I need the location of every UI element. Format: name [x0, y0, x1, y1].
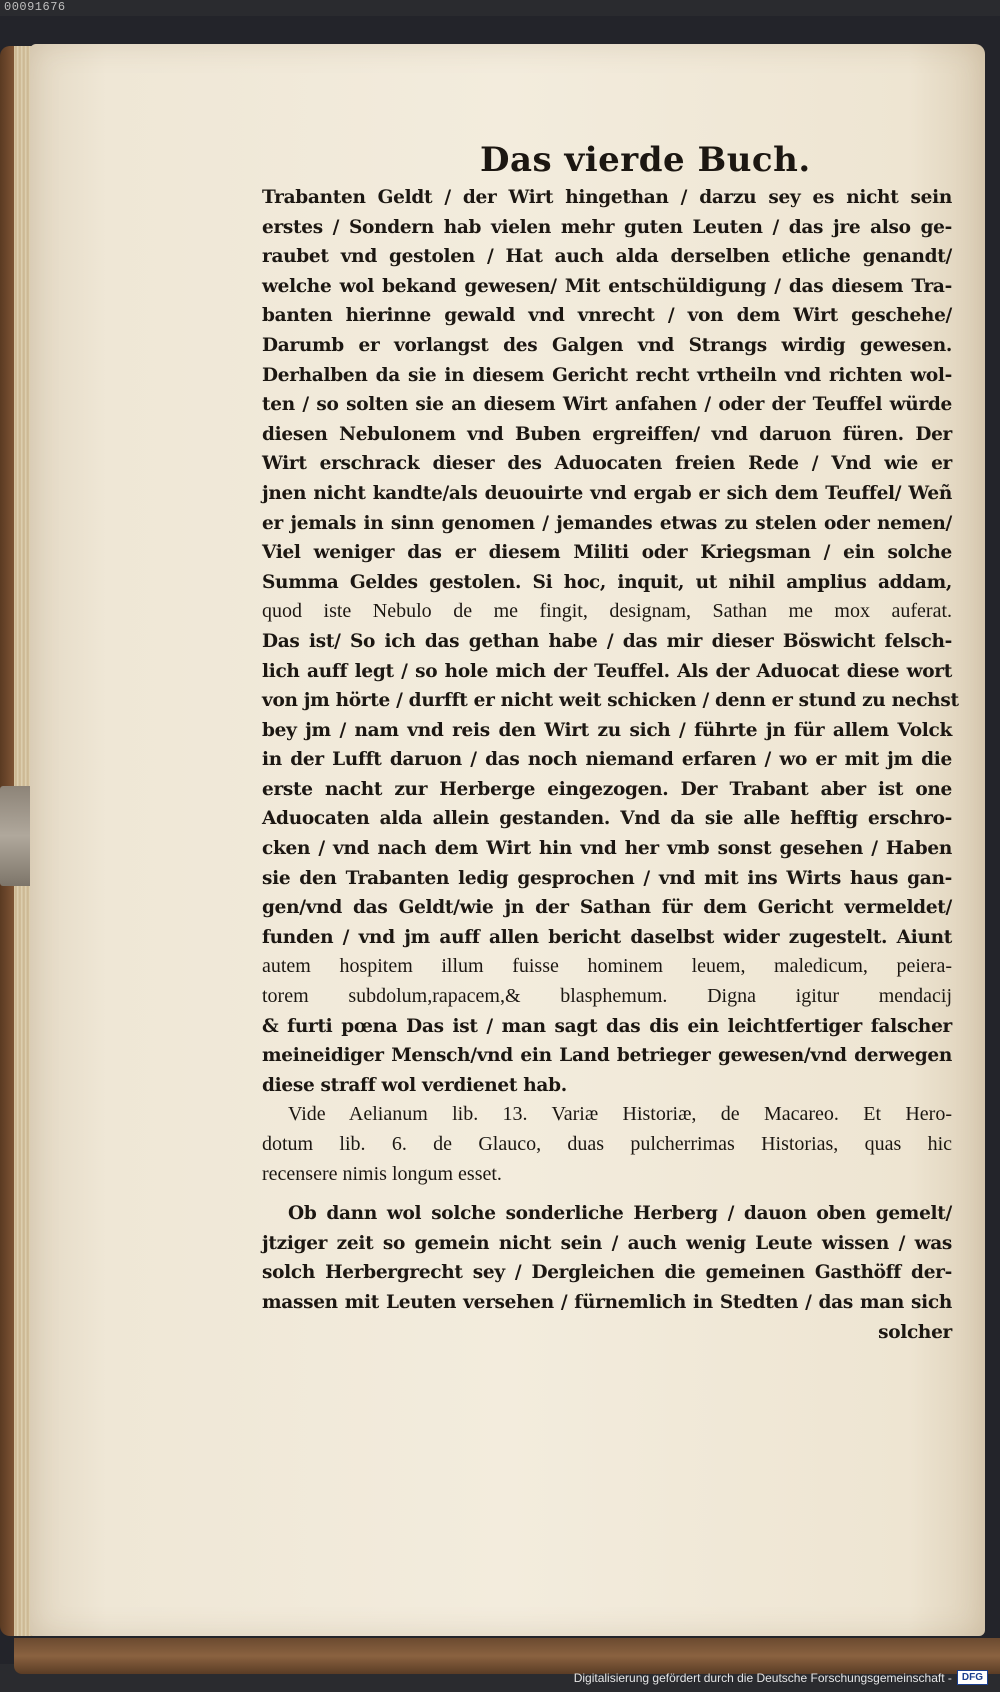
text-line: solcher — [878, 1321, 952, 1343]
text-line: diesen Nebulonem vnd Buben ergreiffen/ vnd daruon füren. Der — [262, 423, 952, 445]
scan-id: 00091676 — [4, 0, 66, 14]
text-line: Trabanten Geldt / der Wirt hingethan / darzu sey es nicht sein — [262, 187, 952, 208]
page-heading: Das vierde Buch. — [480, 140, 811, 180]
dfg-logo-icon: DFG — [957, 1670, 988, 1685]
paragraph-1 — [262, 183, 959, 1100]
text-line: cken / vnd nach dem Wirt hin vnd her vmb sonst gesehen / Haben — [262, 838, 952, 860]
text-line: dotum lib. 6. de Glauco, duas pulcherrimas Historias, quas hic — [262, 1133, 952, 1155]
text-line: Darumb er vorlangst des Galgen vnd Strangs wirdig gewesen. — [262, 334, 952, 356]
footer-text: Digitalisierung gefördert durch die Deutsche Forschungsgemeinschaft - — [573, 1670, 952, 1685]
text-line: autem hospitem illum fuisse hominem leuem, maledicum, peiera- — [262, 955, 952, 978]
text-line: Viel weniger das er diesem Militi oder Kriegsman / ein solche — [262, 542, 952, 564]
text-line: recensere nimis longum esset. — [262, 1162, 502, 1185]
text-line: erstes / Sondern hab vielen mehr guten Leuten / das jre also ge- — [262, 216, 952, 238]
text-line: solch Herbergrecht sey / Dergleichen die gemeinen Gasthöff der- — [262, 1262, 952, 1284]
paragraph-gap — [262, 1189, 952, 1199]
text-line: sie den Trabanten ledig gesprochen / vnd mit ins Wirts haus gan- — [262, 867, 952, 889]
text-line: funden / vnd jm auff allen bericht daselbst wider zugestelt. Aiunt — [262, 926, 952, 948]
text-line: torem subdolum,rapacem,& blasphemum. Digna igitur mendacij — [262, 985, 952, 1008]
text-line: lich auff legt / so hole mich der Teuffel. Als der Aduocat diese wort — [262, 660, 952, 682]
text-line: Ob dann wol solche sonderliche Herberg / dauon oben gemelt/ — [288, 1203, 952, 1225]
text-line: erste nacht zur Herberge eingezogen. Der Trabant aber ist one — [262, 778, 952, 800]
paragraph-3 — [262, 1199, 952, 1347]
text-line: in der Lufft daruon / das noch niemand erfaren / wo er mit jm die — [262, 749, 952, 771]
book-bottom-edge — [14, 1638, 1000, 1674]
text-line: Das ist/ So ich das gethan habe / das mir dieser Böswicht felsch- — [262, 630, 952, 652]
text-line: jnen nicht kandte/als deuouirte vnd ergab er sich dem Teuffel/ Weñ — [262, 482, 952, 504]
text-line: raubet vnd gestolen / Hat auch alda derselben etliche genandt/ — [262, 246, 952, 268]
text-line: gen/vnd das Geldt/wie jn der Sathan für dem Gericht vermeldet/ — [262, 897, 952, 919]
text-line: meineidiger Mensch/vnd ein Land betrieger gewesen/vnd derwegen — [262, 1045, 952, 1067]
paragraph-2 — [262, 1100, 952, 1189]
text-line: ten / so solten sie an diesem Wirt anfahen / oder der Teuffel würde — [262, 394, 952, 416]
text-line: Vide Aelianum lib. 13. Variæ Historiæ, de Macareo. Et Hero- — [288, 1103, 952, 1126]
text-line: massen mit Leuten versehen / fürnemlich in Stedten / das man sich — [262, 1291, 952, 1313]
text-line: jtziger zeit so gemein nicht sein / auch wenig Leute wissen / was — [262, 1232, 952, 1254]
text-line: banten hierinne gewald vnd vnrecht / von dem Wirt geschehe/ — [262, 305, 952, 327]
page-text — [262, 183, 959, 1347]
text-line: & furti pœna Das ist / man sagt das dis ein leichtfertiger falscher — [262, 1015, 952, 1037]
text-line: quod iste Nebulo de me fingit, designam, Sathan me mox auferat. — [262, 600, 952, 623]
text-line: Aduocaten alda allein gestanden. Vnd da sie alle hefftig erschro- — [262, 808, 952, 830]
text-line: von jm hörte / durfft er nicht weit schicken / denn er stund zu nechst — [262, 690, 959, 712]
text-line: Derhalben da sie in diesem Gericht recht vrtheiln vnd richten wol- — [262, 364, 952, 386]
text-line: welche wol bekand gewesen/ Mit entschüldigung / das diesem Tra- — [262, 275, 952, 297]
text-line: diese straff wol verdienet hab. — [262, 1074, 567, 1096]
text-line: er jemals in sinn genomen / jemandes etwas zu stelen oder nemen/ — [262, 512, 952, 534]
text-line: bey jm / nam vnd reis den Wirt zu sich / führte jn für allem Volck — [262, 719, 952, 741]
text-line: Wirt erschrack dieser des Aduocaten freien Rede / Vnd wie er — [262, 453, 952, 475]
footer-credit — [574, 1670, 988, 1685]
text-line: Summa Geldes gestolen. Si hoc, inquit, ut nihil amplius addam, — [262, 571, 952, 593]
